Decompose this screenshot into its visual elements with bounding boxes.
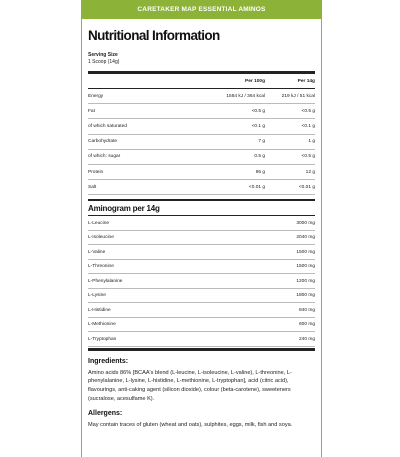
per-14g-value: 12 g: [265, 164, 315, 179]
divider-end: [88, 348, 315, 351]
per-14g-value: <0.5 g: [265, 104, 315, 119]
amino-acid-name: L-Threonine: [88, 259, 235, 274]
table-row: [88, 259, 315, 274]
per-100g-value: <0.5 g: [197, 104, 265, 119]
label-content: [82, 28, 321, 430]
amino-acid-value: 1200 mg: [235, 274, 315, 289]
per-100g-value: 86 g: [197, 164, 265, 179]
nutrient-name: of which saturated: [88, 119, 197, 134]
ingredients-title: Ingredients:: [88, 357, 129, 365]
aminogram-table-body: [88, 216, 315, 346]
per-100g-value: <0.1 g: [197, 119, 265, 134]
aminogram-title: Aminogram per 14g: [88, 204, 315, 216]
amino-acid-name: L-Leucine: [88, 216, 235, 230]
table-row: [88, 134, 315, 149]
amino-acid-value: 1500 mg: [235, 259, 315, 274]
amino-acid-name: L-Methionine: [88, 317, 235, 332]
table-row: [88, 216, 315, 230]
header-nutrient: [88, 74, 197, 89]
product-banner: CARETAKER MAP ESSENTIAL AMINOS: [82, 0, 321, 19]
per-100g-value: 7 g: [197, 134, 265, 149]
table-row: [88, 164, 315, 179]
amino-acid-value: 240 mg: [235, 332, 315, 347]
per-14g-value: <0.5 g: [265, 149, 315, 164]
header-per-100g: Per 100g: [197, 74, 265, 89]
table-row: [88, 104, 315, 119]
per-14g-value: <0.1 g: [265, 119, 315, 134]
allergens-title: Allergens:: [88, 410, 123, 418]
table-row: [88, 288, 315, 303]
nutrition-label-panel: [81, 0, 322, 457]
amino-acid-value: 1500 mg: [235, 245, 315, 260]
divider-mid: [88, 199, 315, 201]
nutrient-name: of which: sugar: [88, 149, 197, 164]
amino-acid-value: 840 mg: [235, 303, 315, 318]
ingredients-text: Amino acids 86% [BCAA's blend (L-leucine, L-isoleucine, L-valine), L-threonine, L- phenylalanine, L-lysine, L-histidine, L-methionine, L-tryptophan], acid (citric acid), flavourings, anti-caking agent (silicon dioxide), colour (beta-carotene), sweeteners (sucralose, acesulfame K).: [88, 369, 292, 402]
per-100g-value: <0.01 g: [197, 180, 265, 195]
nutrient-name: Protein: [88, 164, 197, 179]
per-14g-value: <0.01 g: [265, 180, 315, 195]
table-row: [88, 149, 315, 164]
amino-acid-value: 2040 mg: [235, 230, 315, 245]
per-100g-value: 1584 kJ / 364 kcal: [197, 89, 265, 104]
amino-acid-value: 3000 mg: [235, 216, 315, 230]
table-row: [88, 180, 315, 195]
table-row: [88, 303, 315, 318]
amino-acid-name: L-Tryptophan: [88, 332, 235, 347]
amino-acid-value: 600 mg: [235, 317, 315, 332]
per-14g-value: 1 g: [265, 134, 315, 149]
nutrient-name: Carbohydrate: [88, 134, 197, 149]
nutrient-name: Salt: [88, 180, 197, 195]
table-row: [88, 332, 315, 347]
table-row: [88, 245, 315, 260]
serving-size: [88, 52, 315, 65]
nutrition-table-body: [88, 89, 315, 195]
nutrient-name: Fat: [88, 104, 197, 119]
table-row: [88, 119, 315, 134]
table-row: [88, 230, 315, 245]
table-row: [88, 89, 315, 104]
allergens-text: May contain traces of gluten (wheat and oats), sulphites, eggs, milk, fish and soya.: [88, 422, 293, 429]
per-100g-value: 0.5 g: [197, 149, 265, 164]
serving-size-label: Serving Size: [88, 52, 118, 58]
per-14g-value: 219 kJ / 51 kcal: [265, 89, 315, 104]
amino-acid-name: L-Isoleucine: [88, 230, 235, 245]
header-per-14g: Per 14g: [265, 74, 315, 89]
amino-acid-name: L-Phenylalanine: [88, 274, 235, 289]
page-title: Nutritional Information: [88, 28, 220, 43]
amino-acid-name: L-Histidine: [88, 303, 235, 318]
amino-acid-name: L-Lysine: [88, 288, 235, 303]
aminogram-table: [88, 216, 315, 347]
table-row: [88, 274, 315, 289]
serving-size-value: 1 Scoop (14g): [88, 58, 120, 65]
nutrient-name: Energy: [88, 89, 197, 104]
nutrition-header-row: [88, 74, 315, 89]
amino-acid-value: 1800 mg: [235, 288, 315, 303]
nutrition-table: [88, 74, 315, 195]
amino-acid-name: L-Valine: [88, 245, 235, 260]
table-row: [88, 317, 315, 332]
